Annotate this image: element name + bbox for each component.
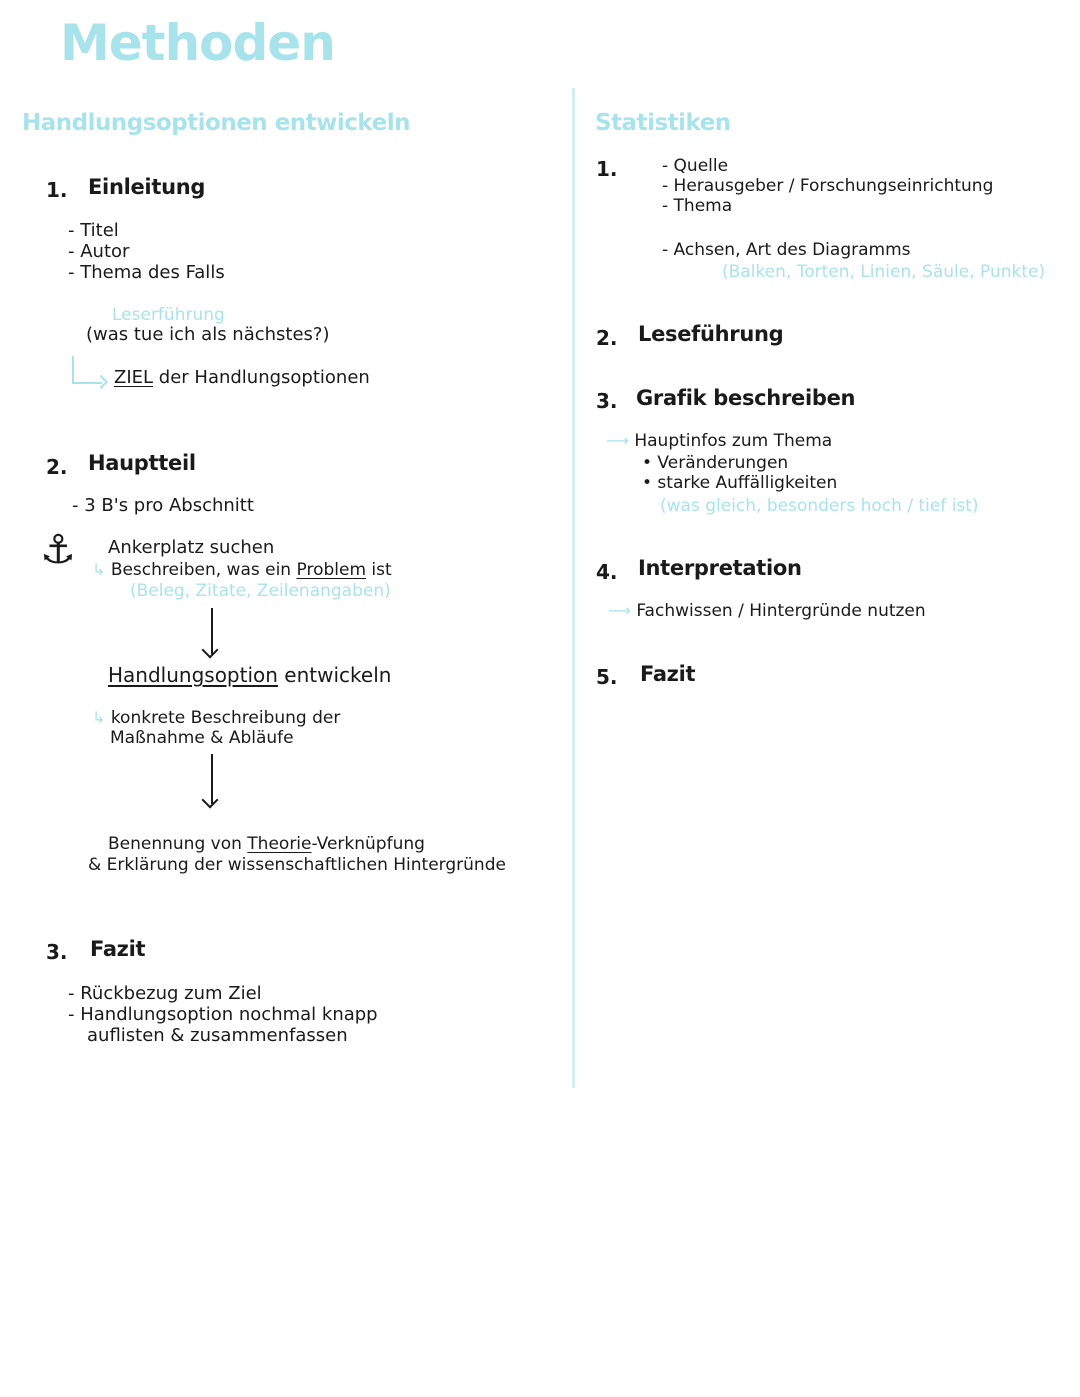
right-s3-main: [606, 431, 832, 451]
column-divider: [572, 88, 575, 1088]
list-item: - Autor: [68, 241, 130, 262]
left-s2-concrete: [92, 708, 340, 748]
left-s1-number: 1.: [46, 178, 68, 202]
left-s1-hint: Leserführung: [112, 305, 225, 325]
list-item: • Veränderungen: [642, 453, 789, 473]
right-s5-heading: Fazit: [640, 662, 696, 686]
list-item: - Titel: [68, 220, 119, 241]
small-arrow-icon: ↳: [92, 708, 106, 727]
list-item: - Herausgeber / Forschungseinrichtung: [662, 176, 994, 196]
right-section-title: Statistiken: [595, 110, 731, 136]
down-arrow-icon: [211, 754, 213, 804]
describe-text-end: ist: [371, 560, 392, 580]
naming-text: Benennung von: [108, 834, 242, 854]
main-text: Hauptinfos zum Thema: [634, 431, 833, 451]
right-s1-number: 1.: [596, 157, 618, 181]
option-text: entwickeln: [284, 663, 392, 687]
left-s2-option: [108, 665, 391, 686]
left-s2-naming: [108, 834, 425, 854]
left-s2-item: - 3 B's pro Abschnitt: [72, 495, 254, 516]
list-item: auflisten & zusammenfassen: [87, 1025, 348, 1046]
small-arrow-icon: ↳: [92, 560, 106, 579]
concrete-line: Maßnahme & Abläufe: [110, 728, 294, 748]
left-s3-list: [68, 983, 378, 1046]
left-s2-naming-2: & Erklärung der wissenschaftlichen Hintergründe: [88, 855, 506, 875]
list-item: - Quelle: [662, 156, 729, 176]
right-s1-axes-hint: (Balken, Torten, Linien, Säule, Punkte): [722, 262, 1046, 282]
page-title: Methoden: [60, 14, 335, 72]
small-arrow-icon: ⟶: [608, 601, 631, 620]
right-s3-hint: (was gleich, besonders hoch / tief ist): [660, 496, 979, 516]
list-item: - Thema: [662, 196, 733, 216]
list-item: - Rückbezug zum Ziel: [68, 983, 262, 1004]
left-s3-heading: Fazit: [90, 937, 146, 961]
naming-keyword: Theorie: [247, 834, 312, 854]
naming-text-end: -Verknüpfung: [311, 834, 425, 854]
right-s2-heading: Leseführung: [638, 322, 784, 346]
left-s2-describe-hint: (Beleg, Zitate, Zeilenangaben): [130, 581, 391, 601]
goal-text: der Handlungsoptionen: [158, 367, 370, 388]
left-s1-heading: Einleitung: [88, 175, 206, 199]
right-s3-heading: Grafik beschreiben: [636, 386, 856, 410]
right-s1-axes: - Achsen, Art des Diagramms: [662, 240, 911, 260]
right-s3-bullets: [642, 453, 837, 493]
left-s2-heading: Hauptteil: [88, 451, 196, 475]
left-s1-goal: [114, 367, 370, 388]
left-s3-number: 3.: [46, 940, 68, 964]
left-s2-number: 2.: [46, 455, 68, 479]
list-item: - Thema des Falls: [68, 262, 225, 283]
option-keyword: Handlungsoption: [108, 663, 278, 687]
concrete-line: konkrete Beschreibung der: [110, 708, 341, 728]
list-item: - Handlungsoption nochmal knapp: [68, 1004, 378, 1025]
right-s4-item: [608, 601, 926, 621]
down-arrow-icon: [211, 608, 213, 654]
list-item: • starke Auffälligkeiten: [642, 473, 838, 493]
right-s4-heading: Interpretation: [638, 556, 802, 580]
left-s2-describe: [92, 560, 392, 580]
right-s1-list: [662, 156, 993, 216]
right-s5-number: 5.: [596, 665, 618, 689]
describe-keyword: Problem: [296, 560, 367, 580]
describe-text: Beschreiben, was ein: [110, 560, 292, 580]
item-text: Fachwissen / Hintergründe nutzen: [636, 601, 926, 621]
left-s1-question: (was tue ich als nächstes?): [86, 324, 330, 345]
goal-keyword: ZIEL: [114, 367, 154, 388]
right-s2-number: 2.: [596, 326, 618, 350]
right-s4-number: 4.: [596, 560, 618, 584]
left-section-title: Handlungsoptionen entwickeln: [22, 110, 410, 136]
right-s3-number: 3.: [596, 389, 618, 413]
anchor-icon: ⚓: [40, 527, 76, 573]
left-s1-list: [68, 220, 225, 283]
left-s2-anchor-text: Ankerplatz suchen: [108, 537, 275, 558]
small-arrow-icon: ⟶: [606, 431, 629, 450]
